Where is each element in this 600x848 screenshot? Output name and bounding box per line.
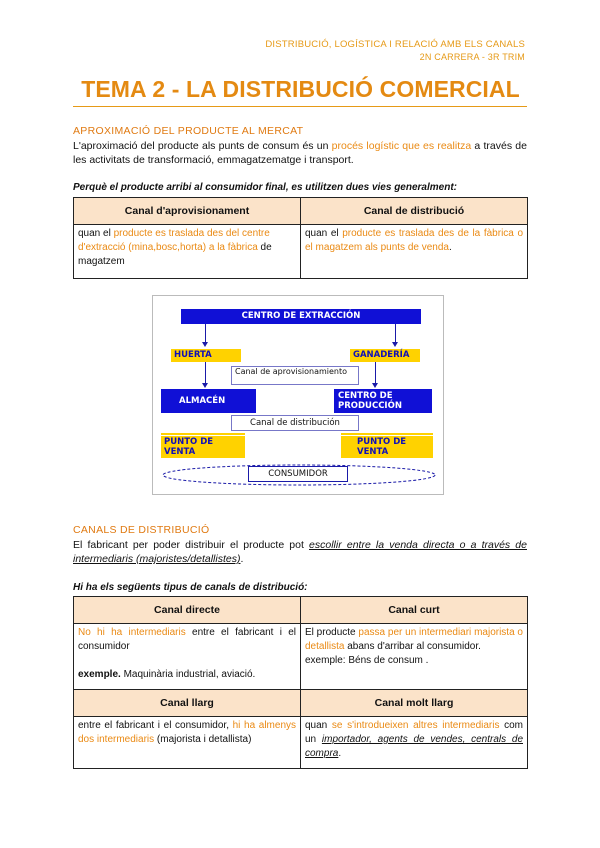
diagram-consumidor: CONSUMIDOR bbox=[248, 466, 348, 482]
section-heading-aproximacio: APROXIMACIÓ DEL PRODUCTE AL MERCAT bbox=[73, 125, 304, 137]
diagram-canal-distribucion: Canal de distribución bbox=[231, 415, 359, 431]
table-vies bbox=[73, 197, 528, 279]
table-cell-molt-llarg: quan se s'introdueixen altres intermediaris com un importador, agents de vendes, centrals de compra. bbox=[301, 717, 528, 769]
table-header-distribucio: Canal de distribució bbox=[301, 198, 528, 225]
distribution-diagram bbox=[152, 295, 444, 495]
arrow-to-produccion bbox=[375, 362, 376, 385]
document-header-subject: DISTRIBUCIÓ, LOGÍSTICA I RELACIÓ AMB ELS CANALS bbox=[265, 39, 525, 50]
diagram-punto-venta-left: PUNTO DE VENTA bbox=[161, 436, 245, 458]
arrow-to-almacen bbox=[205, 362, 206, 385]
arrow-to-ganaderia bbox=[395, 324, 396, 344]
diagram-centro-produccion: CENTRO DE PRODUCCIÓN bbox=[334, 389, 432, 413]
table-header-molt-llarg: Canal molt llarg bbox=[301, 690, 528, 717]
intro-tipus-canals: Hi ha els següents tipus de canals de distribució: bbox=[73, 582, 308, 593]
paragraph-canals: El fabricant per poder distribuir el producte pot escollir entre la venda directa o a través de intermediaris (majoristes/detallistes). bbox=[73, 539, 527, 565]
table-header-directe: Canal directe bbox=[74, 597, 301, 624]
table-tipus-canals bbox=[73, 596, 528, 769]
paragraph-aproximacio: L'aproximació del producte als punts de consum és un procés logístic que es realitza a través de les activitats de transformació, emmagatzematge i transport. bbox=[73, 140, 527, 166]
diagram-ganaderia: GANADERÍA bbox=[350, 349, 420, 362]
section-heading-canals: CANALS DE DISTRIBUCIÓ bbox=[73, 524, 210, 536]
document-header-course: 2N CARRERA - 3R TRIM bbox=[419, 52, 525, 62]
table-header-aprovisionament: Canal d'aprovisionament bbox=[74, 198, 301, 225]
diagram-centro-extraccion: CENTRO DE EXTRACCIÓN bbox=[181, 309, 421, 324]
table-header-llarg: Canal llarg bbox=[74, 690, 301, 717]
table-cell-directe: No hi ha intermediaris entre el fabricant i el consumidor exemple. Maquinària industrial, aviació. bbox=[74, 624, 301, 690]
arrowhead-huerta bbox=[202, 342, 208, 347]
diagram-almacen: ALMACÉN bbox=[161, 389, 256, 413]
arrowhead-produccion bbox=[372, 383, 378, 388]
diagram-yellow-rule-right bbox=[341, 433, 433, 435]
table-header-curt: Canal curt bbox=[301, 597, 528, 624]
arrowhead-almacen bbox=[202, 383, 208, 388]
table-cell-distribucio: quan el producte es traslada des de la fàbrica o el magatzem als punts de venda. bbox=[301, 225, 528, 279]
title-underline bbox=[73, 106, 527, 107]
diagram-canal-aprovisionamiento: Canal de aprovisionamiento bbox=[231, 366, 359, 385]
diagram-yellow-rule-left bbox=[161, 433, 245, 435]
table-cell-aprovisionament: quan el producte es traslada des del centre d'extracció (mina,bosc,horta) a la fàbrica de magatzem bbox=[74, 225, 301, 279]
arrow-to-huerta bbox=[205, 324, 206, 344]
arrowhead-ganaderia bbox=[392, 342, 398, 347]
diagram-huerta: HUERTA bbox=[171, 349, 241, 362]
diagram-punto-venta-right: PUNTO DE VENTA bbox=[341, 436, 433, 458]
table-cell-llarg: entre el fabricant i el consumidor, hi ha almenys dos intermediaris (majorista i detallista) bbox=[74, 717, 301, 769]
page-title: TEMA 2 - LA DISTRIBUCIÓ COMERCIAL bbox=[81, 76, 520, 102]
table-cell-curt: El producte passa per un intermediari majorista o detallista abans d'arribar al consumidor. exemple: Béns de consum . bbox=[301, 624, 528, 690]
intro-dues-vies: Perquè el producte arribi al consumidor final, es utilitzen dues vies generalment: bbox=[73, 182, 457, 193]
